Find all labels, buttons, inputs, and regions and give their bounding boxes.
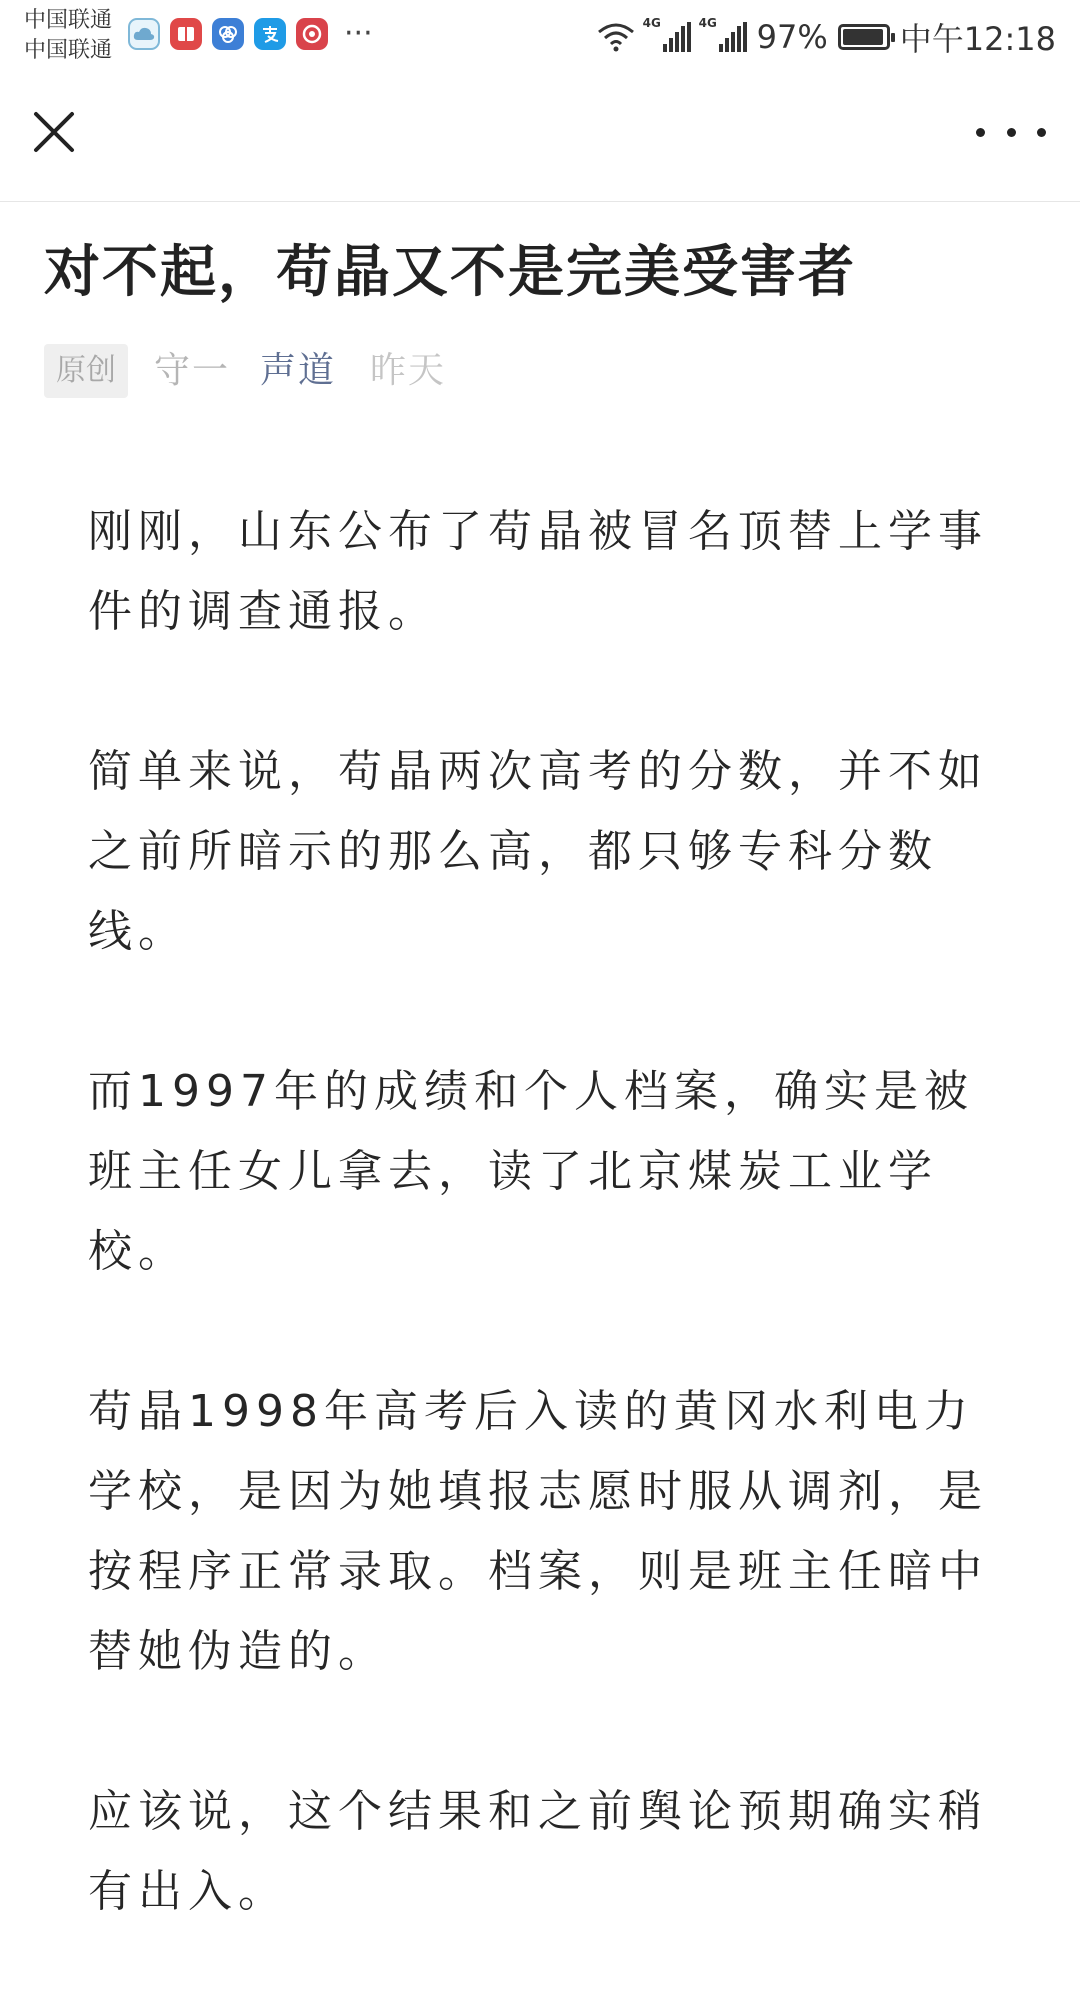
paragraph: 而1997年的成绩和个人档案，确实是被班主任女儿拿去，读了北京煤炭工业学校。 <box>88 1066 974 1277</box>
paragraph: 刚刚，山东公布了苟晶被冒名顶替上学事件的调查通报。 <box>88 506 988 637</box>
article-body <box>88 492 998 2012</box>
author-name: 守一 <box>154 350 231 391</box>
carrier-info <box>24 6 112 66</box>
wifi-icon <box>597 22 635 52</box>
carrier-1: 中国联通 <box>24 8 113 33</box>
close-icon <box>32 110 76 154</box>
network-type-1: 4G <box>642 16 661 30</box>
carrier-2: 中国联通 <box>24 38 113 63</box>
more-icon-dot <box>1037 128 1046 137</box>
account-link[interactable]: 声道 <box>260 350 337 391</box>
article-meta <box>44 344 446 398</box>
paragraph: 应该说，这个结果和之前舆论预期确实稍有出入。 <box>88 1786 988 1917</box>
nav-bar <box>0 80 1080 202</box>
blue-app-icon <box>212 18 244 50</box>
signal-icon <box>642 16 691 52</box>
paragraph: 苟晶1998年高考后入读的黄冈水利电力学校，是因为她填报志愿时服从调剂，是按程序正常录取。档案，则是班主任暗中替她伪造的。 <box>88 1386 988 1677</box>
cloud-app-icon <box>128 18 160 50</box>
system-indicators <box>597 14 1056 60</box>
red-book-icon <box>170 18 202 50</box>
publish-date: 昨天 <box>370 350 447 391</box>
original-tag: 原创 <box>44 344 128 398</box>
battery-icon <box>838 24 890 50</box>
paragraph: 简单来说，苟晶两次高考的分数，并不如之前所暗示的那么高，都只够专科分数线。 <box>88 746 988 957</box>
article-title: 对不起，苟晶又不是完美受害者 <box>44 240 856 305</box>
more-icon-dot <box>1007 128 1016 137</box>
close-button[interactable] <box>26 104 82 160</box>
status-bar <box>0 0 1080 80</box>
signal-icon-2 <box>698 16 747 52</box>
more-options-button[interactable] <box>976 110 1046 154</box>
notification-icons <box>128 18 373 50</box>
more-icon <box>976 128 985 137</box>
more-notifications: ··· <box>344 16 373 51</box>
alipay-icon <box>254 18 286 50</box>
clock: 中午12:18 <box>899 20 1056 58</box>
battery-percentage: 97% <box>756 18 828 56</box>
bank-app-icon <box>296 18 328 50</box>
network-type-2: 4G <box>698 16 717 30</box>
